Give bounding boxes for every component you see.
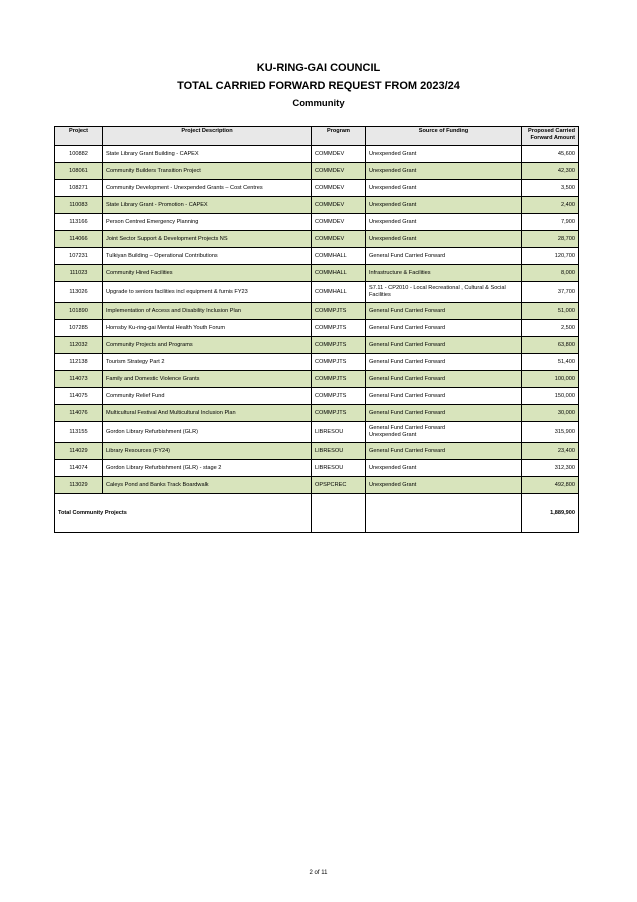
cell-amount: 492,800 (522, 477, 579, 494)
cell-amount: 45,600 (522, 146, 579, 163)
cell-source: General Fund Carried Forward (366, 320, 522, 337)
total-row (55, 494, 579, 533)
cell-project: 114074 (55, 460, 103, 477)
table-row (55, 146, 579, 163)
table-row (55, 265, 579, 282)
cell-source: General Fund Carried Forward (366, 337, 522, 354)
header-amount: Proposed Carried Forward Amount (522, 127, 579, 146)
table-row (55, 422, 579, 443)
cell-project: 107285 (55, 320, 103, 337)
cell-amount: 37,700 (522, 282, 579, 303)
cell-amount: 120,700 (522, 248, 579, 265)
table-row (55, 371, 579, 388)
cell-project: 108271 (55, 180, 103, 197)
cell-description: Community Projects and Programs (103, 337, 312, 354)
cell-program: COMMPJTS (312, 354, 366, 371)
cell-description: Community Hired Facilities (103, 265, 312, 282)
cell-description: Caleys Pond and Banks Track Boardwalk (103, 477, 312, 494)
cell-project: 113155 (55, 422, 103, 443)
cell-project: 101890 (55, 303, 103, 320)
cell-program: COMMHALL (312, 282, 366, 303)
total-empty-source (366, 494, 522, 533)
cell-amount: 3,500 (522, 180, 579, 197)
table-row (55, 320, 579, 337)
table-row (55, 460, 579, 477)
cell-project: 107231 (55, 248, 103, 265)
cell-source: General Fund Carried Forward Unexpended Grant (366, 422, 522, 443)
cell-project: 113026 (55, 282, 103, 303)
cell-amount: 63,800 (522, 337, 579, 354)
cell-amount: 42,300 (522, 163, 579, 180)
cell-description: State Library Grant - Promotion - CAPEX (103, 197, 312, 214)
cell-amount: 28,700 (522, 231, 579, 248)
cell-source: Unexpended Grant (366, 197, 522, 214)
cell-source: Infrastructure & Facilities (366, 265, 522, 282)
table-row (55, 443, 579, 460)
table-row (55, 337, 579, 354)
cell-source: Unexpended Grant (366, 477, 522, 494)
cell-source: Unexpended Grant (366, 231, 522, 248)
cell-amount: 100,000 (522, 371, 579, 388)
header-description: Project Description (103, 127, 312, 146)
report-title: TOTAL CARRIED FORWARD REQUEST FROM 2023/24 (177, 80, 460, 92)
cell-program: COMMDEV (312, 231, 366, 248)
header-source: Source of Funding (366, 127, 522, 146)
cell-description: Community Relief Fund (103, 388, 312, 405)
cell-program: COMMPJTS (312, 320, 366, 337)
cell-program: OPSPCREC (312, 477, 366, 494)
header-project: Project (55, 127, 103, 146)
cell-project: 114066 (55, 231, 103, 248)
cell-project: 114076 (55, 405, 103, 422)
cell-source: General Fund Carried Forward (366, 354, 522, 371)
cell-project: 110083 (55, 197, 103, 214)
table-row (55, 405, 579, 422)
cell-description: Upgrade to seniors facilities incl equipment & furnis FY23 (103, 282, 312, 303)
cell-amount: 51,400 (522, 354, 579, 371)
cell-source: General Fund Carried Forward (366, 443, 522, 460)
cell-amount: 8,000 (522, 265, 579, 282)
cell-project: 100882 (55, 146, 103, 163)
cell-program: COMMPJTS (312, 303, 366, 320)
table-row (55, 231, 579, 248)
cell-project: 114075 (55, 388, 103, 405)
cell-description: Gordon Library Refurbishment (GLR) - stage 2 (103, 460, 312, 477)
cell-amount: 2,500 (522, 320, 579, 337)
cell-description: Person Centred Emergency Planning (103, 214, 312, 231)
cell-project: 112032 (55, 337, 103, 354)
cell-source: Unexpended Grant (366, 460, 522, 477)
section-title: Community (292, 98, 345, 109)
cell-program: COMMPJTS (312, 371, 366, 388)
cell-program: COMMDEV (312, 180, 366, 197)
cell-source: Unexpended Grant (366, 163, 522, 180)
cell-description: Family and Domestic Violence Grants (103, 371, 312, 388)
cell-source: Unexpended Grant (366, 214, 522, 231)
cell-project: 113029 (55, 477, 103, 494)
cell-program: COMMPJTS (312, 337, 366, 354)
cell-description: Tulkiyan Building – Operational Contributions (103, 248, 312, 265)
cell-program: COMMHALL (312, 248, 366, 265)
cell-program: COMMDEV (312, 197, 366, 214)
table-body (55, 146, 579, 494)
carried-forward-table (54, 126, 579, 533)
cell-amount: 51,000 (522, 303, 579, 320)
cell-source: Unexpended Grant (366, 146, 522, 163)
cell-source: General Fund Carried Forward (366, 371, 522, 388)
table-row (55, 303, 579, 320)
cell-program: LIBRESOU (312, 422, 366, 443)
cell-program: COMMHALL (312, 265, 366, 282)
cell-description: Hornsby Ku-ring-gai Mental Health Youth Forum (103, 320, 312, 337)
page-number: 2 of 11 (309, 870, 328, 876)
cell-description: Gordon Library Refurbishment (GLR) (103, 422, 312, 443)
header-program: Program (312, 127, 366, 146)
table-row (55, 163, 579, 180)
cell-description: Joint Sector Support & Development Projects NS (103, 231, 312, 248)
cell-source: General Fund Carried Forward (366, 405, 522, 422)
table-row (55, 388, 579, 405)
cell-program: COMMDEV (312, 214, 366, 231)
table-row (55, 214, 579, 231)
council-title: KU-RING-GAI COUNCIL (256, 62, 381, 74)
table-row (55, 477, 579, 494)
cell-program: COMMPJTS (312, 405, 366, 422)
total-label: Total Community Projects (55, 494, 312, 533)
table-row (55, 354, 579, 371)
cell-source: Unexpended Grant (366, 180, 522, 197)
cell-source: General Fund Carried Forward (366, 248, 522, 265)
cell-project: 111023 (55, 265, 103, 282)
table-header-row (55, 127, 579, 146)
cell-program: COMMDEV (312, 163, 366, 180)
cell-amount: 312,300 (522, 460, 579, 477)
total-amount: 1,889,900 (522, 494, 579, 533)
table-row (55, 180, 579, 197)
cell-program: LIBRESOU (312, 460, 366, 477)
cell-amount: 150,000 (522, 388, 579, 405)
cell-description: State Library Grant Building - CAPEX (103, 146, 312, 163)
cell-project: 114029 (55, 443, 103, 460)
cell-description: Multicultural Festival And Multicultural Inclusion Plan (103, 405, 312, 422)
cell-source: General Fund Carried Forward (366, 303, 522, 320)
table-row (55, 197, 579, 214)
table-row (55, 282, 579, 303)
cell-description: Community Builders Transition Project (103, 163, 312, 180)
cell-description: Community Development - Unexpended Grants – Cost Centres (103, 180, 312, 197)
total-empty-program (312, 494, 366, 533)
cell-source: S7.11 - CP2010 - Local Recreational , Cultural & Social Facilities (366, 282, 522, 303)
cell-project: 112138 (55, 354, 103, 371)
table-row (55, 248, 579, 265)
cell-description: Library Resources (FY24) (103, 443, 312, 460)
cell-project: 108061 (55, 163, 103, 180)
cell-description: Implementation of Access and Disability Inclusion Plan (103, 303, 312, 320)
cell-project: 114073 (55, 371, 103, 388)
cell-amount: 23,400 (522, 443, 579, 460)
cell-description: Tourism Strategy Part 2 (103, 354, 312, 371)
cell-program: COMMDEV (312, 146, 366, 163)
cell-amount: 2,400 (522, 197, 579, 214)
cell-project: 113166 (55, 214, 103, 231)
cell-program: LIBRESOU (312, 443, 366, 460)
cell-program: COMMPJTS (312, 388, 366, 405)
cell-amount: 7,900 (522, 214, 579, 231)
cell-amount: 30,000 (522, 405, 579, 422)
cell-source: General Fund Carried Forward (366, 388, 522, 405)
cell-amount: 315,900 (522, 422, 579, 443)
